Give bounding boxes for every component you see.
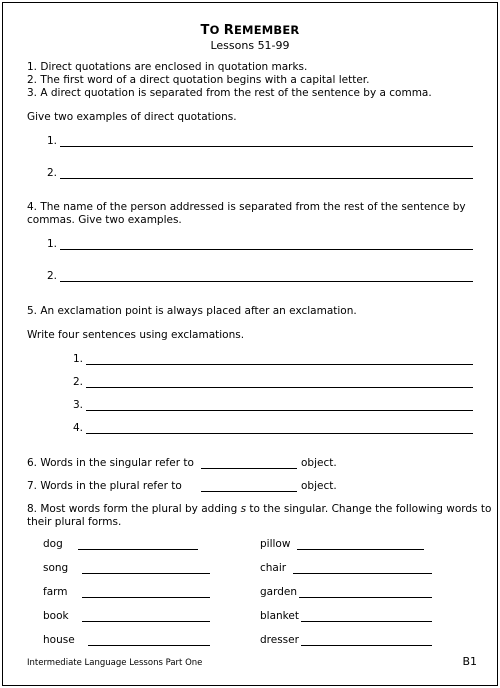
answer-label: 1.	[47, 238, 58, 250]
plural-answer-line[interactable]	[293, 573, 432, 574]
page-title	[3, 23, 497, 38]
answer-label: 2.	[73, 376, 84, 388]
question-5-text: 5. An exclamation point is always placed after an exclamation.	[27, 305, 357, 317]
question-7-text: 7. Words in the plural refer to	[27, 480, 182, 492]
plural-answer-line[interactable]	[82, 573, 210, 574]
rule-3: 3. A direct quotation is separated from the rest of the sentence by a comma.	[27, 87, 432, 99]
word-right: pillow	[260, 538, 291, 550]
plural-answer-line[interactable]	[301, 621, 432, 622]
question-4-text-line-2: commas. Give two examples.	[27, 214, 182, 226]
title-initial: T	[200, 23, 210, 38]
q8-text-b: to the singular. Change the following words to	[246, 503, 492, 515]
word-right: blanket	[260, 610, 299, 622]
plural-answer-line[interactable]	[82, 621, 210, 622]
word-left: dog	[43, 538, 63, 550]
answer-label: 2.	[47, 167, 58, 179]
question-6-after: object.	[301, 457, 337, 469]
blank-line[interactable]	[201, 491, 297, 492]
question-6-text: 6. Words in the singular refer to	[27, 457, 194, 469]
plural-answer-line[interactable]	[297, 549, 424, 550]
answer-line[interactable]	[60, 146, 473, 147]
q8-text-italic: s	[240, 503, 247, 515]
answer-line[interactable]	[60, 178, 473, 179]
blank-line[interactable]	[201, 468, 297, 469]
answer-label: 1.	[73, 353, 84, 365]
footer-page-number: B1	[462, 655, 477, 668]
plural-answer-line[interactable]	[88, 645, 210, 646]
word-right: chair	[260, 562, 287, 574]
answer-label: 1.	[47, 135, 58, 147]
answer-label: 4.	[73, 422, 84, 434]
question-4-text-line-1: 4. The name of the person addressed is separated from the rest of the sentence by	[27, 201, 466, 213]
question-8-text-line-2: their plural forms.	[27, 516, 122, 528]
question-7-after: object.	[301, 480, 337, 492]
plural-answer-line[interactable]	[82, 597, 210, 598]
question-8-text-line-1	[27, 503, 491, 515]
title-rest	[210, 23, 300, 37]
plural-answer-line[interactable]	[301, 645, 432, 646]
q8-text-a: 8. Most words form the plural by adding	[27, 503, 241, 515]
plural-answer-line[interactable]	[78, 549, 198, 550]
answer-line[interactable]	[86, 364, 473, 365]
answer-line[interactable]	[86, 433, 473, 434]
footer-book-title: Intermediate Language Lessons Part One	[27, 658, 203, 668]
answer-line[interactable]	[86, 387, 473, 388]
answer-line[interactable]	[86, 410, 473, 411]
answer-line[interactable]	[60, 281, 473, 282]
word-left: house	[43, 634, 75, 646]
word-left: song	[43, 562, 69, 574]
title-initial: R	[223, 23, 234, 38]
title-part: EMEMBER	[234, 23, 300, 37]
word-right: dresser	[260, 634, 299, 646]
direct-quotation-prompt: Give two examples of direct quotations.	[27, 111, 237, 123]
answer-label: 2.	[47, 270, 58, 282]
worksheet-page	[2, 2, 498, 686]
page-subtitle: Lessons 51-99	[210, 39, 290, 52]
rule-1: 1. Direct quotations are enclosed in quotation marks.	[27, 61, 308, 73]
plural-answer-line[interactable]	[299, 597, 432, 598]
exclamation-prompt: Write four sentences using exclamations.	[27, 329, 245, 341]
rule-2: 2. The first word of a direct quotation begins with a capital letter.	[27, 74, 370, 86]
word-left: farm	[43, 586, 68, 598]
answer-label: 3.	[73, 399, 84, 411]
answer-line[interactable]	[60, 249, 473, 250]
word-left: book	[43, 610, 69, 622]
title-part: O	[209, 23, 224, 37]
word-right: garden	[260, 586, 298, 598]
